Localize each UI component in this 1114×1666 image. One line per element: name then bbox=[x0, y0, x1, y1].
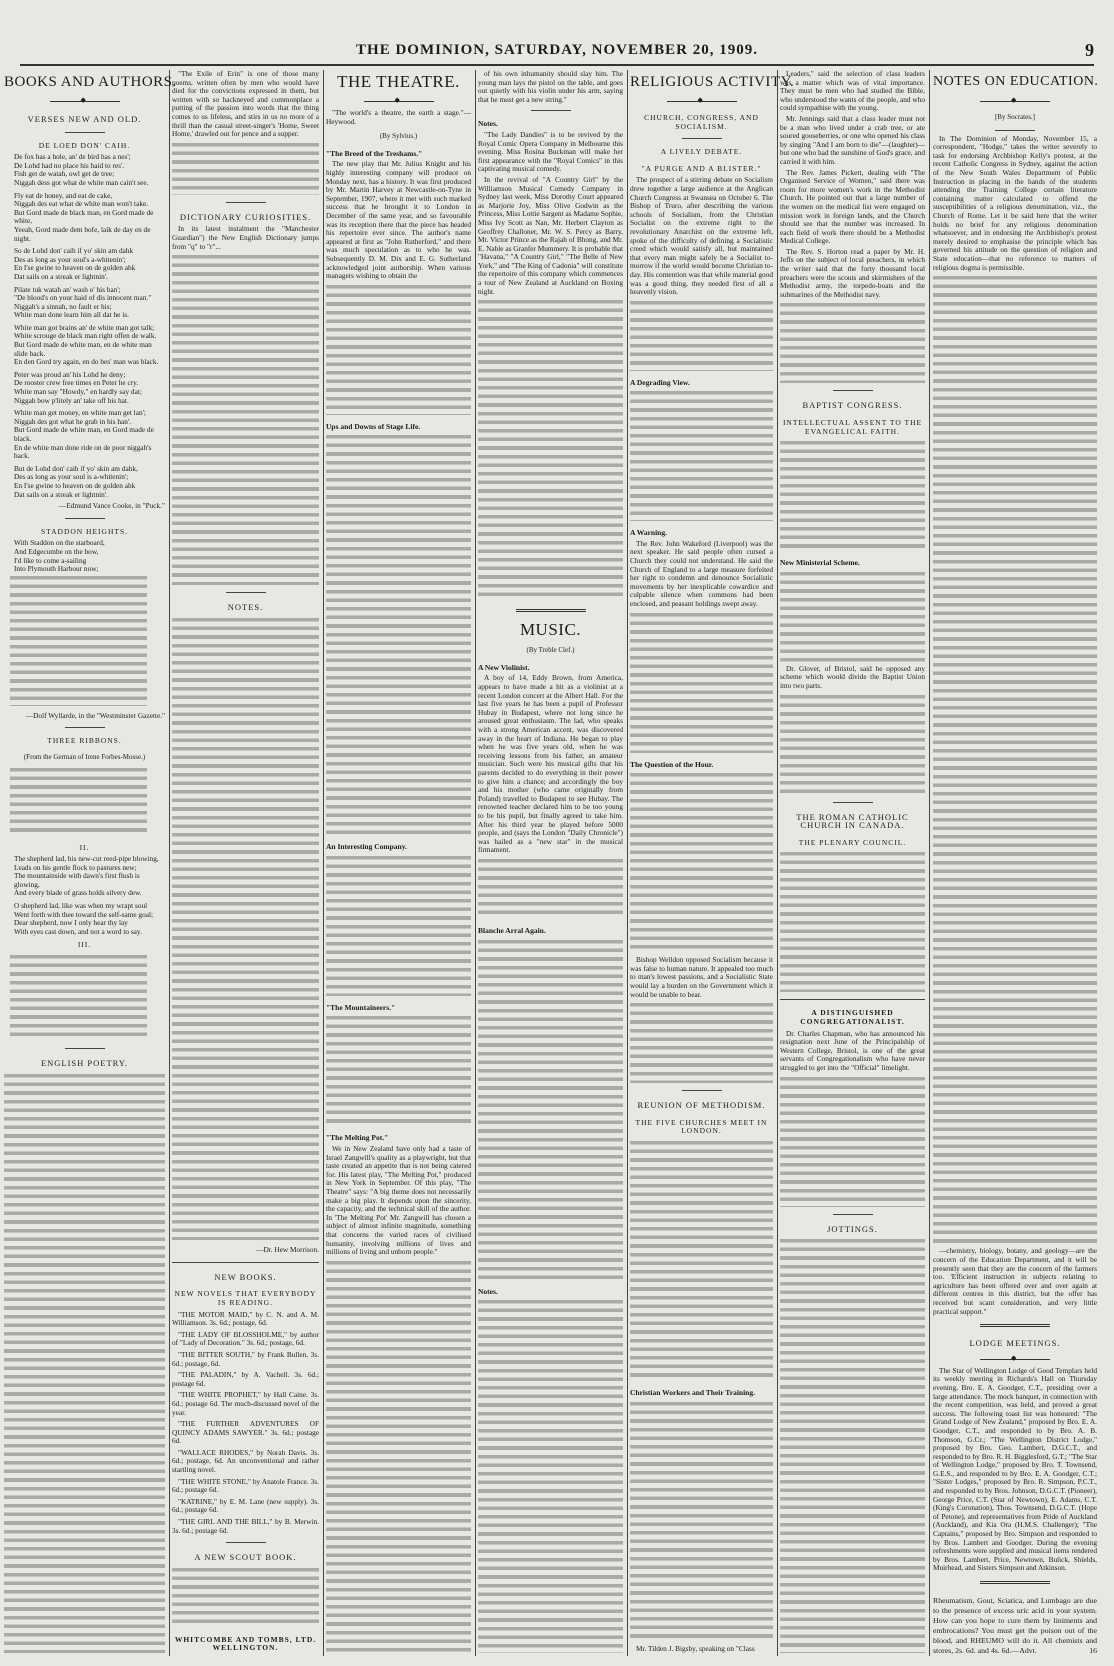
article-text: Mr. Tilden J. Bigsby, speaking on "Class bbox=[636, 1644, 755, 1654]
poem-attribution: —Dolf Wyllarde, in the "Westminster Gazette." bbox=[25, 710, 165, 720]
poem-line: Dat sails on a streak er lightnin'. bbox=[14, 489, 108, 499]
column-six bbox=[780, 70, 930, 1656]
article-text: We in New Zealand have only had a taste of Israel Zangwill's quality as a playwright, but that taste created an appetite that is not being catered for. His latest play, "The Melting Pot," produced in New York in September. Of this play, "The Theatre" says: "A big theme does not necessarily make a big play. It depends upon the sincerity, the capacity, and the technical skill of the author. In 'The Melting Pot' Mr. Zangwill has chosen a subject of almost infinite magnitude, something that concerns the varied races of civilised humanity, involving millions of lives and millions of living and unborn people." bbox=[326, 1144, 471, 1257]
article-subtitle: Blanche Arral Again. bbox=[478, 925, 546, 935]
illegible-text-lines bbox=[326, 1261, 471, 1653]
poem-line: "De blood's on your haid of dis innocent man." bbox=[14, 293, 152, 303]
book-listing: "THE BITTER SOUTH," by Frank Bullen. 3s. 6d.; postage, 6d. bbox=[172, 1349, 319, 1368]
poem-line: Yeeah, Gord made dem bofe, laik de day en de night. bbox=[14, 224, 151, 243]
subheading: A NEW SCOUT BOOK. bbox=[194, 1552, 297, 1563]
book-listing: "THE LADY OF BLOSSHOLME," by author of "Lady of Decoration." 3s. 6d.; postage, 6d. bbox=[172, 1329, 319, 1348]
illegible-text-lines bbox=[4, 1074, 165, 1653]
illegible-text-lines bbox=[630, 1003, 773, 1083]
subheading: "A PURGE AND A BLISTER." bbox=[641, 163, 762, 173]
illegible-text-lines bbox=[326, 285, 471, 415]
subheading: JOTTINGS. bbox=[827, 1223, 878, 1234]
subheading: BAPTIST CONGRESS. bbox=[802, 400, 903, 411]
article-text: "The Exile of Erin" is one of those many poems, written often by men who would have died for the convictions expressed in them, but written with so hackneyed and commonplace a putting of the passion into words that the thing comes to us lifeless, and stirs in us no more of a thrill than the casual street-singer's 'Home, Sweet Home,' drawled out for pence and a supper. bbox=[172, 69, 319, 139]
poem-line: En de white man done ride on de poor niggah's back. bbox=[14, 442, 152, 461]
article-text: Mr. Jennings said that a class leader must not be a man who lived under a crab tree, or ate soured gooseberries, or one who opened his class by singing "And I am born to die"—(laughter)—but one who had the sunshine of God's grace, and carried it with him. bbox=[780, 113, 925, 166]
poem bbox=[4, 539, 165, 573]
illegible-text-lines bbox=[478, 859, 623, 919]
column-books-and-authors bbox=[4, 70, 177, 1656]
illegible-text-lines bbox=[780, 441, 925, 551]
divider bbox=[995, 130, 1035, 131]
subheading: ENGLISH POETRY. bbox=[40, 1058, 129, 1069]
poem-line: De rooster crew free times en Peter he cry. bbox=[14, 378, 139, 388]
illegible-text-lines bbox=[630, 1402, 773, 1643]
article-text: Leaders," said the selection of class leaders was a matter which was of vital importance. They must be men who had studied the Bible, who understood the wants of the people, and who could sympathise with the young. bbox=[780, 69, 925, 113]
poem-line: Dear shepherd, now I only hear thy lay bbox=[14, 918, 128, 928]
poem bbox=[4, 855, 165, 936]
article-text: Bishop Welldon opposed Socialism because it was false to human nature. It appealed too much to man's lowest passions, and a Socialistic State would lay a burden on the Government which it would be unable to bear. bbox=[630, 955, 773, 999]
divider bbox=[226, 1542, 266, 1543]
poem-line: Des as long as your soul's a-whitenin'; bbox=[14, 254, 126, 264]
illegible-text-lines bbox=[10, 576, 147, 706]
article-text: —chemistry, biology, botany, and geology—are the concern of the Education Department, and it will be presently seen that they are the concern of the farmers too. 'Efficient instruction in subjects relating to agriculture has been offered over and over again at different centres in this district, but the offer has received but scant consideration, and very little practical support." bbox=[933, 1246, 1097, 1316]
illegible-text-lines bbox=[326, 435, 471, 835]
divider bbox=[65, 132, 105, 133]
illegible-text-lines bbox=[478, 1300, 623, 1653]
poem-attribution: —Edmund Vance Cooke, in "Puck." bbox=[59, 501, 165, 511]
illegible-text-lines bbox=[172, 143, 319, 195]
poem-line: Fly eat de honey, and eat de cake, bbox=[14, 190, 113, 200]
poem-line: Niggah's a sinnah, no fault er his; bbox=[14, 301, 112, 311]
poem-line: O shepherd lad, like was when my wrapt soul bbox=[14, 901, 148, 911]
book-listing: "THE WHITE STONE," by Anatole France. 3s. 6d.; postage 6d. bbox=[172, 1476, 319, 1495]
book-listing: "THE MOTOR MAID," by C. N. and A. M. Williamson. 3s. 6d.; postage, 6d. bbox=[172, 1309, 319, 1328]
article-subtitle: A Degrading View. bbox=[630, 377, 690, 387]
poem-source: (From the German of Irene Forbes-Mosse.) bbox=[23, 752, 146, 761]
illegible-text-lines bbox=[780, 1239, 925, 1653]
epigraph: "The world's a theatre, the earth a stage."—Heywood. bbox=[326, 108, 471, 126]
poem-line: But Gord made de black man, en Gord made de white, bbox=[14, 207, 154, 226]
article-subtitle: Notes. bbox=[478, 1286, 498, 1296]
section-heading: NOTES ON EDUCATION. bbox=[933, 74, 1099, 89]
section-heading: THE THEATRE. bbox=[337, 72, 460, 91]
article-subtitle: The Question of the Hour. bbox=[630, 759, 714, 769]
poem-line: Peter was proud an' his Lohd he deny; bbox=[14, 369, 126, 379]
poem-line: I'd like to come a-sailing bbox=[14, 555, 87, 565]
article-text: The Rev. John Wakeford (Liverpool) was the next speaker. He said people often cursed a Church they could not understand. He said the Church of England to a large measure forfeited her right to condemn and denounce Socialistic movements by her inexplicable cowardice and culpable silence when commons had been enclosed, and peasant holdings swept away. bbox=[630, 538, 773, 609]
illegible-text-lines bbox=[630, 301, 773, 371]
illegible-text-lines bbox=[172, 618, 319, 1240]
article-text: The Star of Wellington Lodge of Good Templars held its weekly meeting in Richards's Hall on Thursday evening, Bro. E. A. Goodger, C.T., presiding over a large attendance. The mock banquet, in connection with the recent competition, was held, and proved a great success. The following toast list was honoured: "The Grand Lodge of New Zealand," proposed by Bro. E. A. Goodger, C.T., and responded to by Bro. A. B. Thomson, G.Cr.; "The Wellington District Lodge," proposed by Bro. Geo. Lambert, D.G.C.T., and responded to by Bro. R. H. Bigglesford, G.T.; "The Star of Wellington Lodge," proposed by Bro. T. Townsend, G.E.S., and responded to by Bro. E. A. Goodger, C.T.; "Sister Lodges," proposed by Bro. R. Simpson, P.C.T., and responded to by Bros. Johnson, D.G.C.T. (Pioneer), George Price, C.T. (Star of Newtown), E. Adams, C.T. (King's Coronation), Thos. Townsend, D.G.C.T. (Hope of Petone), and representatives from Pride of Auckland (Auckland), and Kia Ora (H.M.S. Challenger); "The Captains," proposed by Bro. Simpson and responded to by Bros. Lambert and Goodger. During the evening refreshments were supplied and musical items rendered by Bros. Lambert, Price, Newtown, Bulick, Shields, Muirhead, and Sisters Simpson and Atkinson. bbox=[933, 1365, 1097, 1573]
divider bbox=[833, 1214, 873, 1215]
illegible-text-lines bbox=[630, 391, 773, 521]
subheading: CHURCH, CONGRESS, AND SOCIALISM. bbox=[644, 113, 759, 131]
article-subtitle: "The Mountaineers." bbox=[326, 1002, 396, 1012]
poem-line: Went forth with thee toward the self-same goal; bbox=[14, 909, 154, 919]
poem-line: The mountainside with dawn's first flush is glowing, bbox=[14, 871, 140, 889]
page-number: 9 bbox=[1085, 40, 1094, 60]
divider bbox=[65, 1048, 105, 1049]
ornament bbox=[980, 98, 1050, 105]
section-heading: MUSIC. bbox=[519, 620, 582, 640]
divider bbox=[226, 592, 266, 593]
poem-line: White man done learn him all dat he is. bbox=[14, 310, 129, 320]
divider bbox=[682, 1090, 722, 1091]
subheading: DICTIONARY CURIOSITIES. bbox=[179, 211, 312, 222]
article-text: The Rev. S. Horton read a paper by Mr. H. Jeffs on the subject of local preachers, in which the writer said that the forty thousand local preachers were the scouts and skirmishers of the Methodist army, the torpedo-boats and the submarines of the Methodist navy. bbox=[780, 246, 925, 299]
article-text: "The Lady Dandies" is to be revived by the Royal Comic Opera Company in Melbourne this evening. Miss Rosina Buckman will make her first appearance with the "Royal Comics" in this captivating musical comedy. bbox=[478, 129, 623, 174]
article-text: In the revival of "A Country Girl" by the Williamson Musical Comedy Company in Sydney last week, Miss Dorothy Court appeared as Marjorie Joy, Miss Olive Godwin as the Princess, Miss Lottie Sargent as Madame Sophie, Miss Ivy Scott as Nan, Mr. Herbert Clayton as Geoffrey Challoner, Mr. W. S. Percy as Barry, Mr. Victor Prince as the Rajah of Bhong, and Mr. E. Nable as Granfer Mummery. It is probable that "Havana," "A Country Girl," "The Belle of New York," and "The King of Cadonia" will constitute the repertoire of this company which commences a tour of New Zealand at Auckland on Boxing night. bbox=[478, 174, 624, 296]
divider bbox=[833, 802, 873, 803]
ornament bbox=[667, 98, 737, 105]
book-listing: "THE GIRL AND THE BILL," by B. Merwin. 3s. 6d.; postage 6d. bbox=[172, 1517, 319, 1535]
stanza-number: II. bbox=[79, 842, 90, 852]
poem-line: Fish get de watah, owl get de tree; bbox=[14, 169, 115, 179]
article-text: of his own inhumanity should slay him. The young man lays the pistol on the table, and goes out quietly with his violin under his arm, saying that he must get a new string." bbox=[478, 69, 623, 104]
divider bbox=[980, 1324, 1050, 1327]
divider bbox=[65, 518, 105, 519]
article-subtitle: "The Breed of the Treshams." bbox=[326, 148, 423, 158]
book-listing: "KATRINE," by E. M. Lane (new supply). 3s. 6d.; postage 6d. bbox=[172, 1496, 319, 1515]
article-text: In its latest instalment the "Manchester Guardian") the New English Dictionary jumps from "q" to "r"... bbox=[172, 224, 319, 251]
section-heading: BOOKS AND AUTHORS. bbox=[4, 74, 177, 90]
subheading: A DISTINGUISHED CONGREGATIONALIST. bbox=[800, 1008, 905, 1026]
divider bbox=[65, 727, 105, 728]
illegible-text-lines bbox=[780, 695, 925, 795]
poem-line: But Gord made de white man, en de white man slide back. bbox=[14, 340, 152, 358]
subheading: NOTES. bbox=[227, 602, 264, 613]
poem-title: THREE RIBBONS. bbox=[47, 736, 122, 746]
illegible-text-lines bbox=[630, 1141, 773, 1381]
divider bbox=[980, 1581, 1050, 1584]
book-listing: "WALLACE RHODES," by Norah Davis. 3s. 6d.; postage, 6d. An unconventional and rather startling novel. bbox=[172, 1447, 319, 1475]
column-education bbox=[933, 70, 1097, 1656]
article-text: The Rev. James Pickett, dealing with "The Organised Service of Women," said there was room for more women's work in the Methodist Church. He pointed out that a large number of the women on the medical list were engaged on mission work in foreign lands, and the Church should see that the number was increased. In each field of work there should be a Methodist Medical College. bbox=[780, 167, 925, 246]
poem-line: White man say "Howdy," en hardly say dat; bbox=[14, 387, 142, 397]
column-two bbox=[172, 70, 324, 1656]
poem-title: STADDON HEIGHTS. bbox=[40, 526, 129, 536]
illegible-text-lines bbox=[780, 852, 925, 992]
article-subtitle: An Interesting Company. bbox=[326, 842, 407, 852]
article-subtitle: Notes. bbox=[478, 119, 498, 129]
illegible-text-lines bbox=[10, 768, 147, 836]
poem-line: En I'se gwine to heaven on de golden ahk bbox=[14, 480, 136, 490]
column-theatre bbox=[326, 70, 476, 1656]
poem-line: So de Lohd don' caih if yo' skin am dahk bbox=[14, 246, 134, 256]
column-music bbox=[478, 70, 628, 1656]
byline: (By Sylvius.) bbox=[379, 132, 418, 141]
illegible-text-lines bbox=[326, 1016, 471, 1126]
advertisement bbox=[933, 1596, 1097, 1656]
divider bbox=[780, 999, 925, 1000]
subheading: THE ROMAN CATHOLIC CHURCH IN CANADA. bbox=[796, 811, 909, 831]
poem-line: The shepherd lad, his new-cut reed-pipe blowing, bbox=[14, 854, 159, 864]
poem-line: Into Plymouth Harbour now; bbox=[14, 564, 99, 574]
publisher-footer: WHITCOMBE AND TOMBS, LTD. WELLINGTON. bbox=[174, 1634, 317, 1653]
illegible-text-lines bbox=[630, 613, 773, 753]
illegible-text-lines bbox=[326, 856, 471, 996]
poem-line: But de Lohd don' caih if yo' skin am dahk, bbox=[14, 463, 138, 473]
article-text: Dr. Charles Chapman, who has announced his resignation next June of the Principalship of Western College, Bristol, is one of the great servants of Congregationalism who have never struggled to get into the "Official" limelight. bbox=[780, 1028, 925, 1072]
poem-line: Leads on his gentle flock to pastures new; bbox=[14, 862, 137, 872]
ornament bbox=[980, 1356, 1050, 1363]
illegible-text-lines bbox=[10, 955, 147, 1041]
subheading: NEW NOVELS THAT EVERYBODY IS READING. bbox=[174, 1289, 317, 1307]
poem-line: Niggah des got what he grab in his han'. bbox=[14, 416, 132, 426]
illegible-text-lines bbox=[933, 276, 1097, 1244]
article-subtitle: "The Melting Pot." bbox=[326, 1133, 389, 1143]
article-subtitle: A Warning. bbox=[630, 528, 667, 538]
poem-line: En den Gord try again, en do bes' man was black. bbox=[14, 357, 159, 367]
poem-line: With eyes cast down, and not a word to say. bbox=[14, 926, 142, 936]
advert-text: Rheumatism, Gout, Sciatica, and Lumbago are due to the presence of excess uric acid in your system. How can you hope to cure them by liniments and embrocations? You must get the poison out of the blood, and RHEUMO will do it. All chemists and stores, 2s. 6d. and 4s. 6d.—Advt. bbox=[933, 1596, 1097, 1655]
book-listing: "THE FURTHER ADVENTURES OF QUINCY ADAMS SAWYER." 3s. 6d.; postage 6d. bbox=[172, 1419, 319, 1446]
advert-number: 16 bbox=[1089, 1646, 1097, 1655]
poem-line: Des as long as your soul is a-whitenin'; bbox=[14, 472, 129, 482]
poem-line: De Lohd had no place his haid to res'. bbox=[14, 160, 125, 170]
poem-title: DE LOED DON' CAIH. bbox=[38, 140, 131, 150]
divider bbox=[516, 609, 586, 612]
article-text: A boy of 14, Eddy Brown, from America, appears to have made a hit as a violinist at a recent London concert at the Albert Hall. For the last five years he has been a pupil of Professor Hubay in Budapest, where not long since he aroused great enthusiasm. The lad, who speaks with a strong American accent, was discovered away in the heart of Indiana. He began to play when he was five years old, when he was receiving lessons from his father, an amateur musician. Such were his musical gifts that his parents decided to do everything in their power to give him a chance; and accordingly the boy and his mother (who came originally from Poland) travelled to Budapest to see Hubay. The renowned teacher declared him to be too young to be his pupil, but finally agreed to take him. After his third year he played before 5000 people, and (says the London "Daily Chronicle") was hailed as a "new star" in the musical firmament. bbox=[478, 673, 623, 855]
subheading: INTELLECTUAL ASSENT TO THE EVANGELICAL FAITH. bbox=[782, 418, 923, 436]
subheading: THE PLENARY COUNCIL. bbox=[798, 837, 907, 847]
byline: (By Treble Clef.) bbox=[526, 646, 575, 655]
illegible-text-lines bbox=[478, 300, 623, 600]
article-subtitle: Christian Workers and Their Training. bbox=[630, 1387, 755, 1397]
ornament bbox=[50, 98, 120, 105]
article-text: In The Dominion of Monday, November 15, a correspondent, "Hodge," takes the writer severely to task for endorsing Archbishop Kelly's protest, at the recent Catholic Congress in Sydney, against the action of the New South Wales Department of Public Instruction in placing in the hands of the students attending the Training College certain literature containing matter calculated to offend the susceptibilities of a religious denomination, viz., the Church of Rome. Let it be said here that the writer holds no brief for any religious denomination whatsoever, and in endorsing the Archbishop's protest merely desired to emphasise the principle which has governed his attitude on the question of religion and State education—that no reference to matters of religious dogma is permissible. bbox=[933, 133, 1097, 272]
illegible-text-lines bbox=[780, 572, 925, 662]
article-text: Dr. Glover, of Bristol, said he opposed any scheme which would divide the Baptist Union into two parts. bbox=[780, 663, 925, 690]
book-listing: "THE PALADIN," by A. Vachell. 3s. 6d.; postage 6d. bbox=[172, 1370, 319, 1388]
poem-line: With Staddon on the starboard, bbox=[14, 538, 105, 548]
illegible-text-lines bbox=[478, 940, 623, 1280]
illegible-text-lines bbox=[780, 1077, 925, 1207]
book-listing: "THE WHITE PROPHET," by Hall Caine. 3s. 6d.; postage 6d. The much-discussed novel of the year. bbox=[172, 1390, 319, 1417]
section-heading: RELIGIOUS ACTIVITY. bbox=[630, 74, 795, 90]
masthead bbox=[20, 42, 1094, 66]
book-list bbox=[172, 1311, 319, 1539]
divider bbox=[531, 110, 571, 111]
divider bbox=[172, 1262, 319, 1263]
divider bbox=[833, 390, 873, 391]
subheading: VERSES NEW AND OLD. bbox=[27, 114, 142, 124]
ornament bbox=[364, 98, 434, 105]
attribution: —Dr. Hew Morrison. bbox=[256, 1245, 319, 1255]
byline: [By Socrates.] bbox=[994, 113, 1036, 121]
poem-line: De fox has a hole, an' de bird has a nes'; bbox=[14, 152, 131, 162]
subheading: THE FIVE CHURCHES MEET IN LONDON. bbox=[635, 1117, 768, 1136]
poem-line: Niggah dess got what de white man cain't see. bbox=[14, 177, 149, 187]
poem-line: But Gord made de white man, en Gord made de black. bbox=[14, 425, 154, 443]
poem-line: Dat sails on a streak er lightnin'. bbox=[14, 271, 108, 281]
subheading: NEW BOOKS. bbox=[214, 1271, 277, 1282]
subheading: A LIVELY DEBATE. bbox=[660, 147, 743, 157]
poem-line: White scrouge de black man right offen de walk. bbox=[14, 331, 157, 341]
poem bbox=[4, 153, 165, 499]
subheading: REUNION OF METHODISM. bbox=[637, 1100, 766, 1111]
article-text: The prospect of a stirring debate on Socialism drew together a large audience at the Anglican Church Congress at Swansea on October 6. The Bishop of Truro, after describing the various schools of Socialism, from the Christian Socialist on the extreme right to the revolutionary Anarchist on the extreme left, spoke of the difficulty of defining a Socialistic creed which would satisfy all, but maintained that every man might safely be a Socialist to-morrow if the world would become Christian to-day. His contention was that while material good was a good thing, they needed first of all a heavenly vision. bbox=[630, 175, 773, 297]
poem-line: And every blade of grass holds silvery dew. bbox=[14, 888, 142, 898]
poem-line: En I'se gwine to heaven on de golden ahk bbox=[14, 263, 136, 273]
article-subtitle: Ups and Downs of Stage Life. bbox=[326, 421, 421, 431]
poem-line: White man get money, en white man get lan'; bbox=[14, 408, 146, 418]
newspaper-title: THE DOMINION, SATURDAY, NOVEMBER 20, 1909. bbox=[356, 42, 758, 58]
poem-line: Niggah des eat what de white man won't take. bbox=[14, 199, 149, 209]
subheading: LODGE MEETINGS. bbox=[969, 1338, 1061, 1349]
article-subtitle: A New Violinist. bbox=[478, 662, 530, 672]
poem-line: Niggah bow p'litely an' take off his hat. bbox=[14, 395, 129, 405]
illegible-text-lines bbox=[172, 1568, 319, 1628]
divider bbox=[682, 138, 722, 139]
illegible-text-lines bbox=[780, 303, 925, 383]
illegible-text-lines bbox=[630, 773, 773, 953]
illegible-text-lines bbox=[172, 255, 319, 585]
poem-line: White man got brains an' de white man got talk; bbox=[14, 322, 155, 332]
poem-line: Pilate tuk watah an' wash o' his han'; bbox=[14, 284, 121, 294]
article-text: The new play that Mr. Julius Knight and his highly interesting company will produce on Monday next, has a history. It was first produced by Mr. Martin Harvey at Newcastle-on-Tyne in September, 1907, where it met with such marked success that he brought it to London in December of the same year, and so favourable was its reception there that the piece has headed his repertoire ever since. The author's name appeared at first as "John Rutherford," and there was much speculation as to who he was. Subsequently D. M. Dix and E. G. Sutherland acknowledged joint authorship. When various managers wishing to obtain the bbox=[326, 159, 471, 281]
poem-line: And Edgecumbe on the bow, bbox=[14, 546, 99, 556]
column-religious-activity bbox=[630, 70, 795, 1656]
article-subtitle: New Ministerial Scheme. bbox=[780, 558, 860, 568]
divider bbox=[226, 202, 266, 203]
stanza-number: III. bbox=[77, 940, 92, 950]
